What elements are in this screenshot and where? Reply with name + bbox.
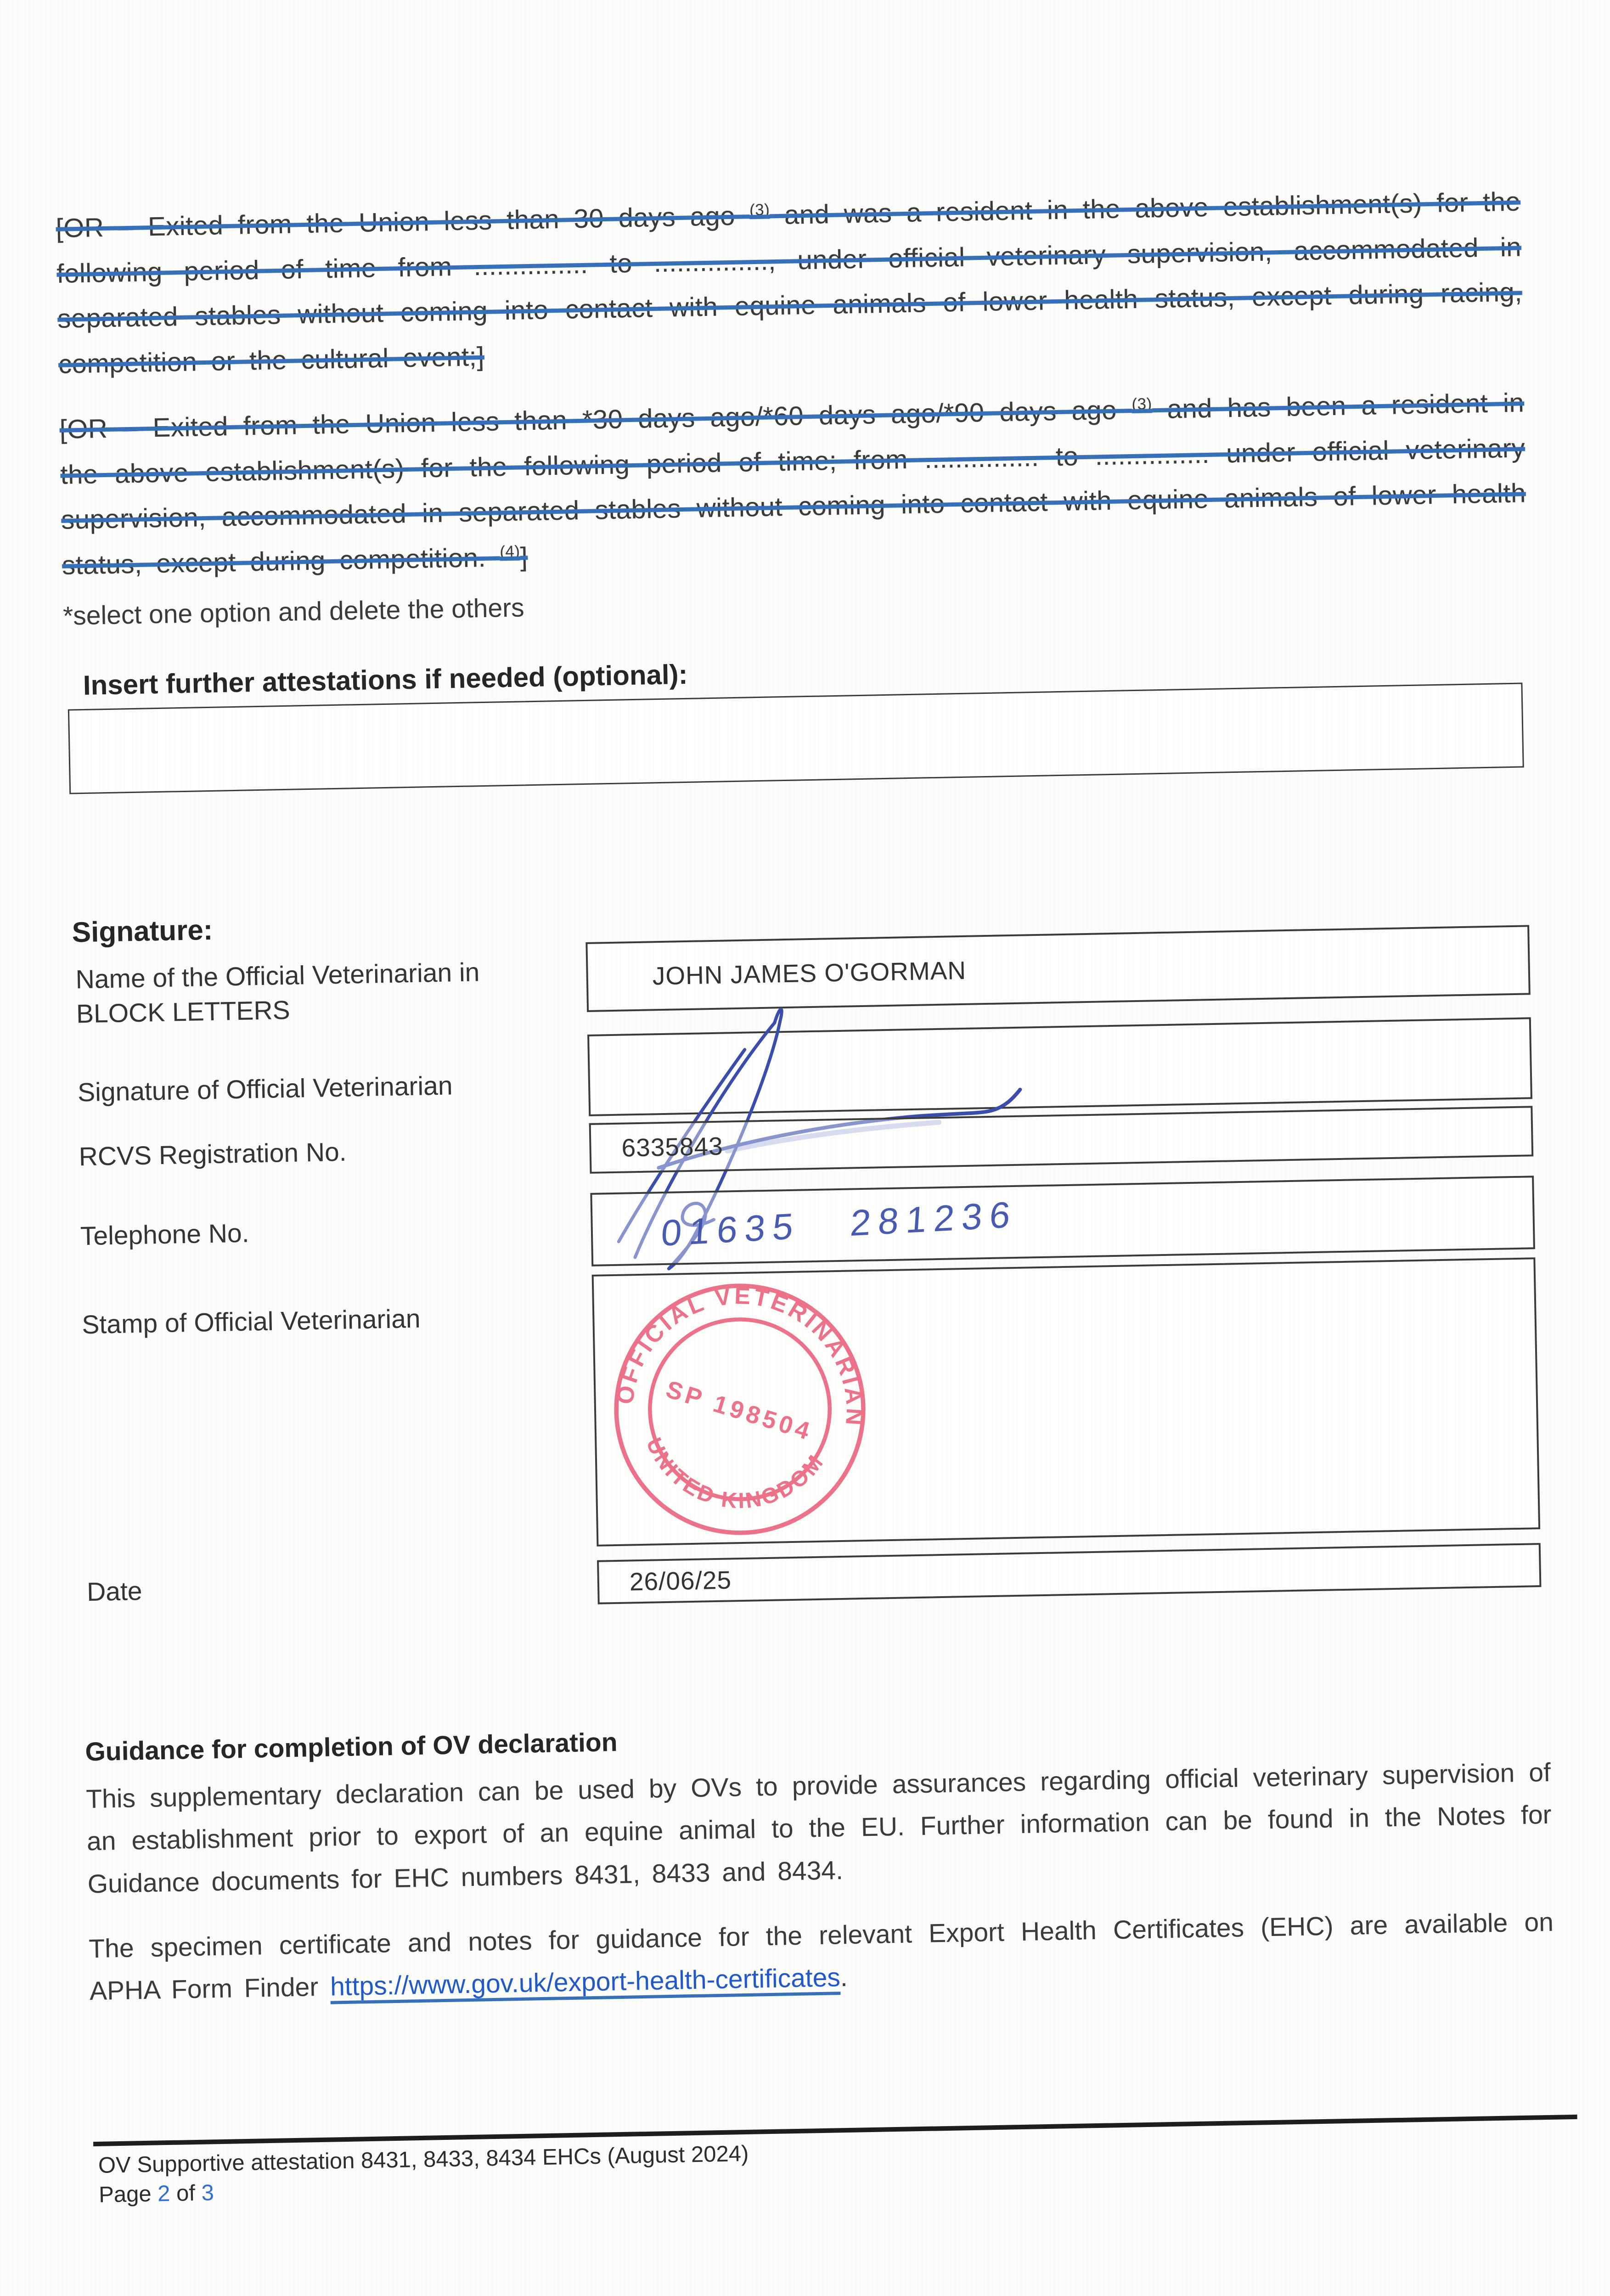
footer-document-title: OV Supportive attestation 8431, 8433, 8434 EHCs (August 2024) [98, 2141, 749, 2178]
footer-of-word: of [169, 2180, 202, 2206]
name-value: JOHN JAMES O'GORMAN [652, 956, 967, 990]
signature-heading: Signature: [72, 914, 213, 949]
attestations-empty-box [68, 683, 1524, 794]
stamp-label: Stamp of Official Veterinarian [81, 1304, 421, 1340]
date-label: Date [86, 1576, 143, 1607]
name-label-line1: Name of the Official Veterinarian in [75, 957, 480, 995]
date-value: 26/06/25 [629, 1565, 732, 1596]
footer-rule [93, 2115, 1577, 2146]
attestations-heading: Insert further attestations if needed (optional): [83, 658, 688, 701]
guidance-paragraph-2-period: . [840, 1963, 848, 1992]
date-box [597, 1543, 1541, 1604]
struck-option-paragraph-1 [56, 179, 1524, 387]
phone-label: Telephone No. [80, 1218, 250, 1251]
phone-box [590, 1176, 1535, 1266]
struck-option-paragraph-2 [59, 380, 1527, 588]
option2-text-mid: and has been a resident in the above establishment(s) for the following period of time; from ............... to ............... under official veterinary supervision, accommodated in separated stables without coming into contact with equine animals of lower health status, except during competition. [60, 388, 1526, 580]
guidance-paragraph-2 [89, 1901, 1555, 2013]
name-label-line2: BLOCK LETTERS [76, 996, 291, 1029]
name-label [75, 954, 573, 1032]
footer-page-current: 2 [157, 2181, 170, 2206]
guidance-paragraph-2-text: The specimen certificate and notes for guidance for the relevant Export Health Certificates (EHC) are available on APHA Form Finder [88, 1907, 1554, 2006]
name-box [585, 925, 1530, 1012]
guidance-heading: Guidance for completion of OV declaration [84, 1728, 618, 1767]
option1-text-start: [OR – Exited from the Union less than 30 days ago [56, 201, 750, 243]
select-option-note: *select one option and delete the others [62, 593, 525, 631]
footer-page-indicator [99, 2180, 214, 2208]
option2-text-start: [OR – Exited from the Union less than *30 days ago/*60 days ago/*90 days ago [59, 395, 1132, 445]
rcvs-label: RCVS Registration No. [79, 1137, 347, 1172]
rcvs-box [589, 1106, 1534, 1174]
apha-form-finder-link[interactable]: https://www.gov.uk/export-health-certificates [330, 1963, 841, 2002]
footnote-ref-3: (3) [749, 201, 770, 219]
signature-label: Signature of Official Veterinarian [77, 1071, 453, 1108]
stamp-center-text: SP 198504 [663, 1375, 816, 1446]
option1-text-end: and was a resident in the above establishment(s) for the following period of time from ............... to ..............., under official veterinary supervision, accommodated in separated stables without coming into contact with equine animals of lower health status, except during racing, competition or the cultural event;] [56, 186, 1523, 379]
guidance-paragraph-1: This supplementary declaration can be used by OVs to provide assurances regarding official veterinary supervision of an establishment prior to export of an equine animal to the EU. Further information can be found in the Notes for Guidance documents for EHC numbers 8431, 8433 and 8434. [85, 1757, 1552, 1899]
rcvs-value: 6335843 [621, 1131, 724, 1162]
official-veterinarian-stamp [607, 1276, 873, 1542]
footer-page-total: 3 [201, 2180, 214, 2206]
option2-text-end: ] [520, 541, 528, 572]
stamp-arc-top-text: OFFICIAL VETERINARIAN [611, 1282, 868, 1429]
footnote-ref-3b: (3) [1132, 394, 1152, 413]
signature-box [587, 1017, 1532, 1116]
phone-handwritten-value: 01635 281236 [659, 1193, 1019, 1254]
footer-page-word: Page [98, 2181, 158, 2207]
footnote-ref-4: (4) [500, 542, 520, 561]
stamp-arc-bottom-text: UNITED KINGDOM [641, 1434, 829, 1514]
